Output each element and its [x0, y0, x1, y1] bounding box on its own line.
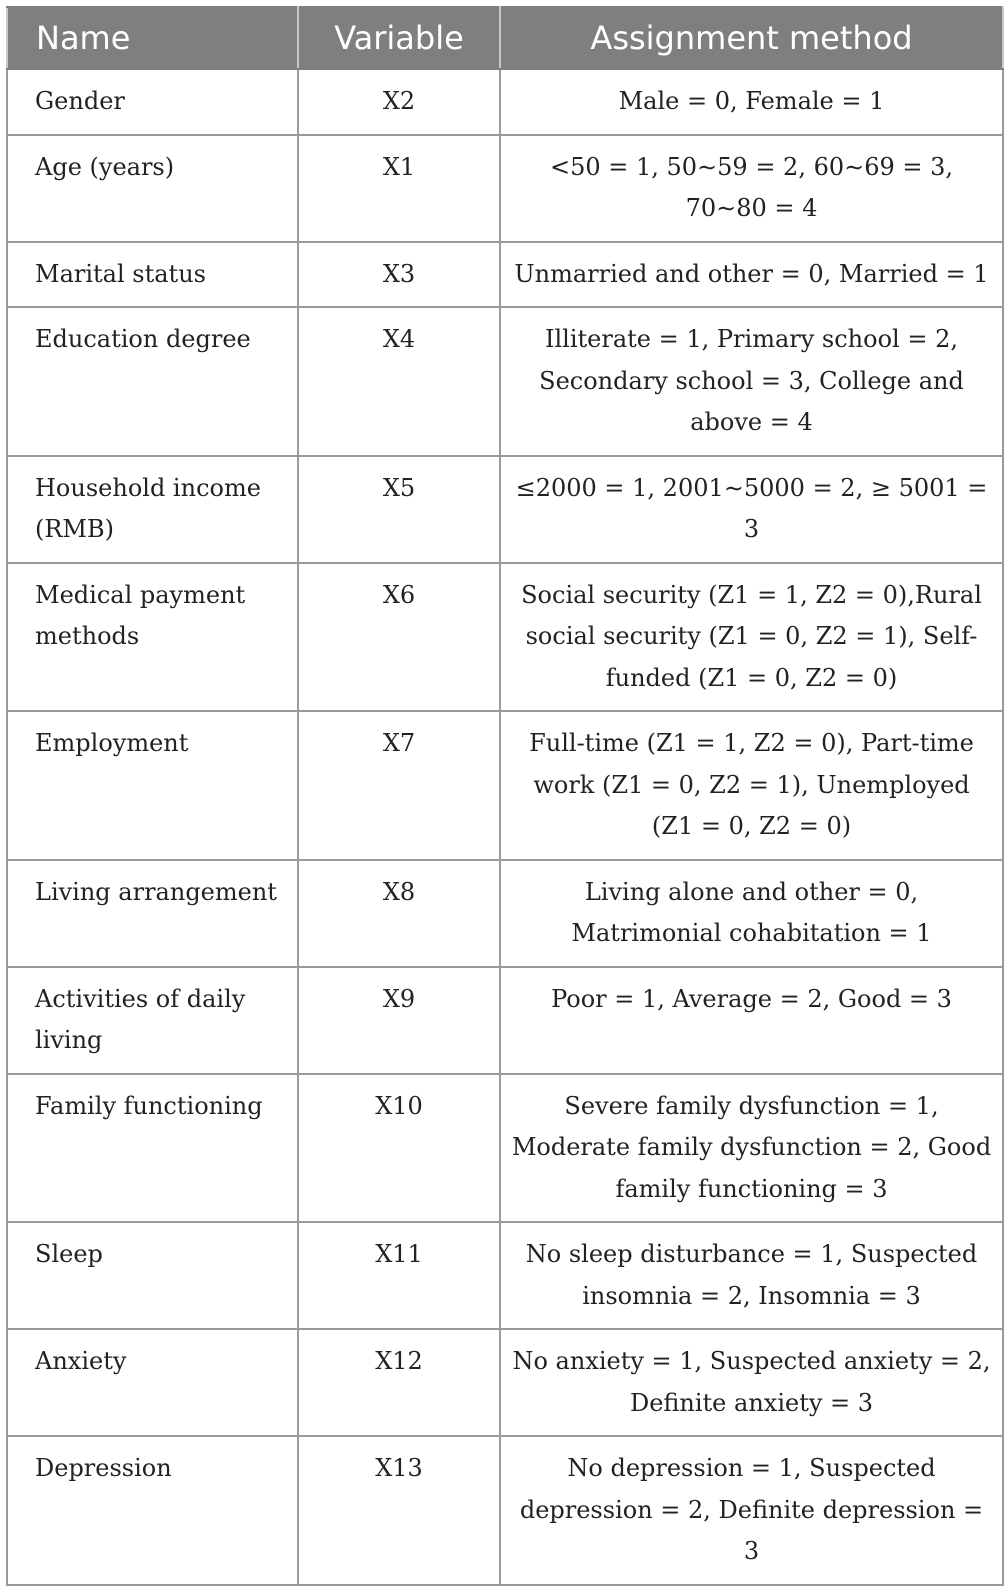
cell-variable: X12	[298, 1329, 500, 1436]
cell-assignment: No depression = 1, Suspected depression = 2, Definite depression = 3	[500, 1436, 1003, 1585]
table-row	[7, 1222, 1003, 1329]
cell-name: Anxiety	[7, 1329, 298, 1436]
cell-name: Sleep	[7, 1222, 298, 1329]
cell-variable: X6	[298, 563, 500, 712]
cell-name: Medical payment methods	[7, 563, 298, 712]
cell-variable: X3	[298, 242, 500, 308]
table-row	[7, 456, 1003, 563]
cell-variable: X2	[298, 69, 500, 135]
cell-variable: X8	[298, 860, 500, 967]
header-variable: Variable	[298, 7, 500, 69]
table-row	[7, 307, 1003, 456]
cell-assignment: Poor = 1, Average = 2, Good = 3	[500, 967, 1003, 1074]
cell-name: Employment	[7, 711, 298, 860]
cell-variable: X10	[298, 1074, 500, 1223]
cell-name: Depression	[7, 1436, 298, 1585]
cell-name: Activities of daily living	[7, 967, 298, 1074]
cell-variable: X9	[298, 967, 500, 1074]
assignment-table	[6, 6, 1004, 1586]
table-row	[7, 860, 1003, 967]
cell-assignment: No sleep disturbance = 1, Suspected insomnia = 2, Insomnia = 3	[500, 1222, 1003, 1329]
cell-assignment: Living alone and other = 0, Matrimonial cohabitation = 1	[500, 860, 1003, 967]
table-row	[7, 1329, 1003, 1436]
cell-variable: X1	[298, 135, 500, 242]
cell-assignment: Unmarried and other = 0, Married = 1	[500, 242, 1003, 308]
cell-assignment: Full-time (Z1 = 1, Z2 = 0), Part-time work (Z1 = 0, Z2 = 1), Unemployed (Z1 = 0, Z2 = 0)	[500, 711, 1003, 860]
cell-assignment: Severe family dysfunction = 1, Moderate family dysfunction = 2, Good family functioning = 3	[500, 1074, 1003, 1223]
cell-name: Family functioning	[7, 1074, 298, 1223]
cell-name: Gender	[7, 69, 298, 135]
cell-assignment: ≤2000 = 1, 2001∼5000 = 2, ≥ 5001 = 3	[500, 456, 1003, 563]
header-row	[7, 7, 1003, 69]
header-assignment-method: Assignment method	[500, 7, 1003, 69]
table-row	[7, 1436, 1003, 1585]
cell-variable: X11	[298, 1222, 500, 1329]
table-row	[7, 1074, 1003, 1223]
cell-name: Household income (RMB)	[7, 456, 298, 563]
cell-name: Living arrangement	[7, 860, 298, 967]
cell-variable: X5	[298, 456, 500, 563]
cell-assignment: Illiterate = 1, Primary school = 2, Secondary school = 3, College and above = 4	[500, 307, 1003, 456]
cell-name: Marital status	[7, 242, 298, 308]
cell-name: Age (years)	[7, 135, 298, 242]
header-name: Name	[7, 7, 298, 69]
table-row	[7, 563, 1003, 712]
cell-variable: X4	[298, 307, 500, 456]
cell-name: Education degree	[7, 307, 298, 456]
cell-assignment: No anxiety = 1, Suspected anxiety = 2, Definite anxiety = 3	[500, 1329, 1003, 1436]
cell-variable: X13	[298, 1436, 500, 1585]
cell-assignment: Social security (Z1 = 1, Z2 = 0),Rural social security (Z1 = 0, Z2 = 1), Self-funded (Z1 = 0, Z2 = 0)	[500, 563, 1003, 712]
cell-variable: X7	[298, 711, 500, 860]
table-row	[7, 135, 1003, 242]
table-row	[7, 69, 1003, 135]
cell-assignment: Male = 0, Female = 1	[500, 69, 1003, 135]
table-row	[7, 967, 1003, 1074]
table-row	[7, 711, 1003, 860]
table-row	[7, 242, 1003, 308]
cell-assignment: <50 = 1, 50∼59 = 2, 60∼69 = 3, 70∼80 = 4	[500, 135, 1003, 242]
